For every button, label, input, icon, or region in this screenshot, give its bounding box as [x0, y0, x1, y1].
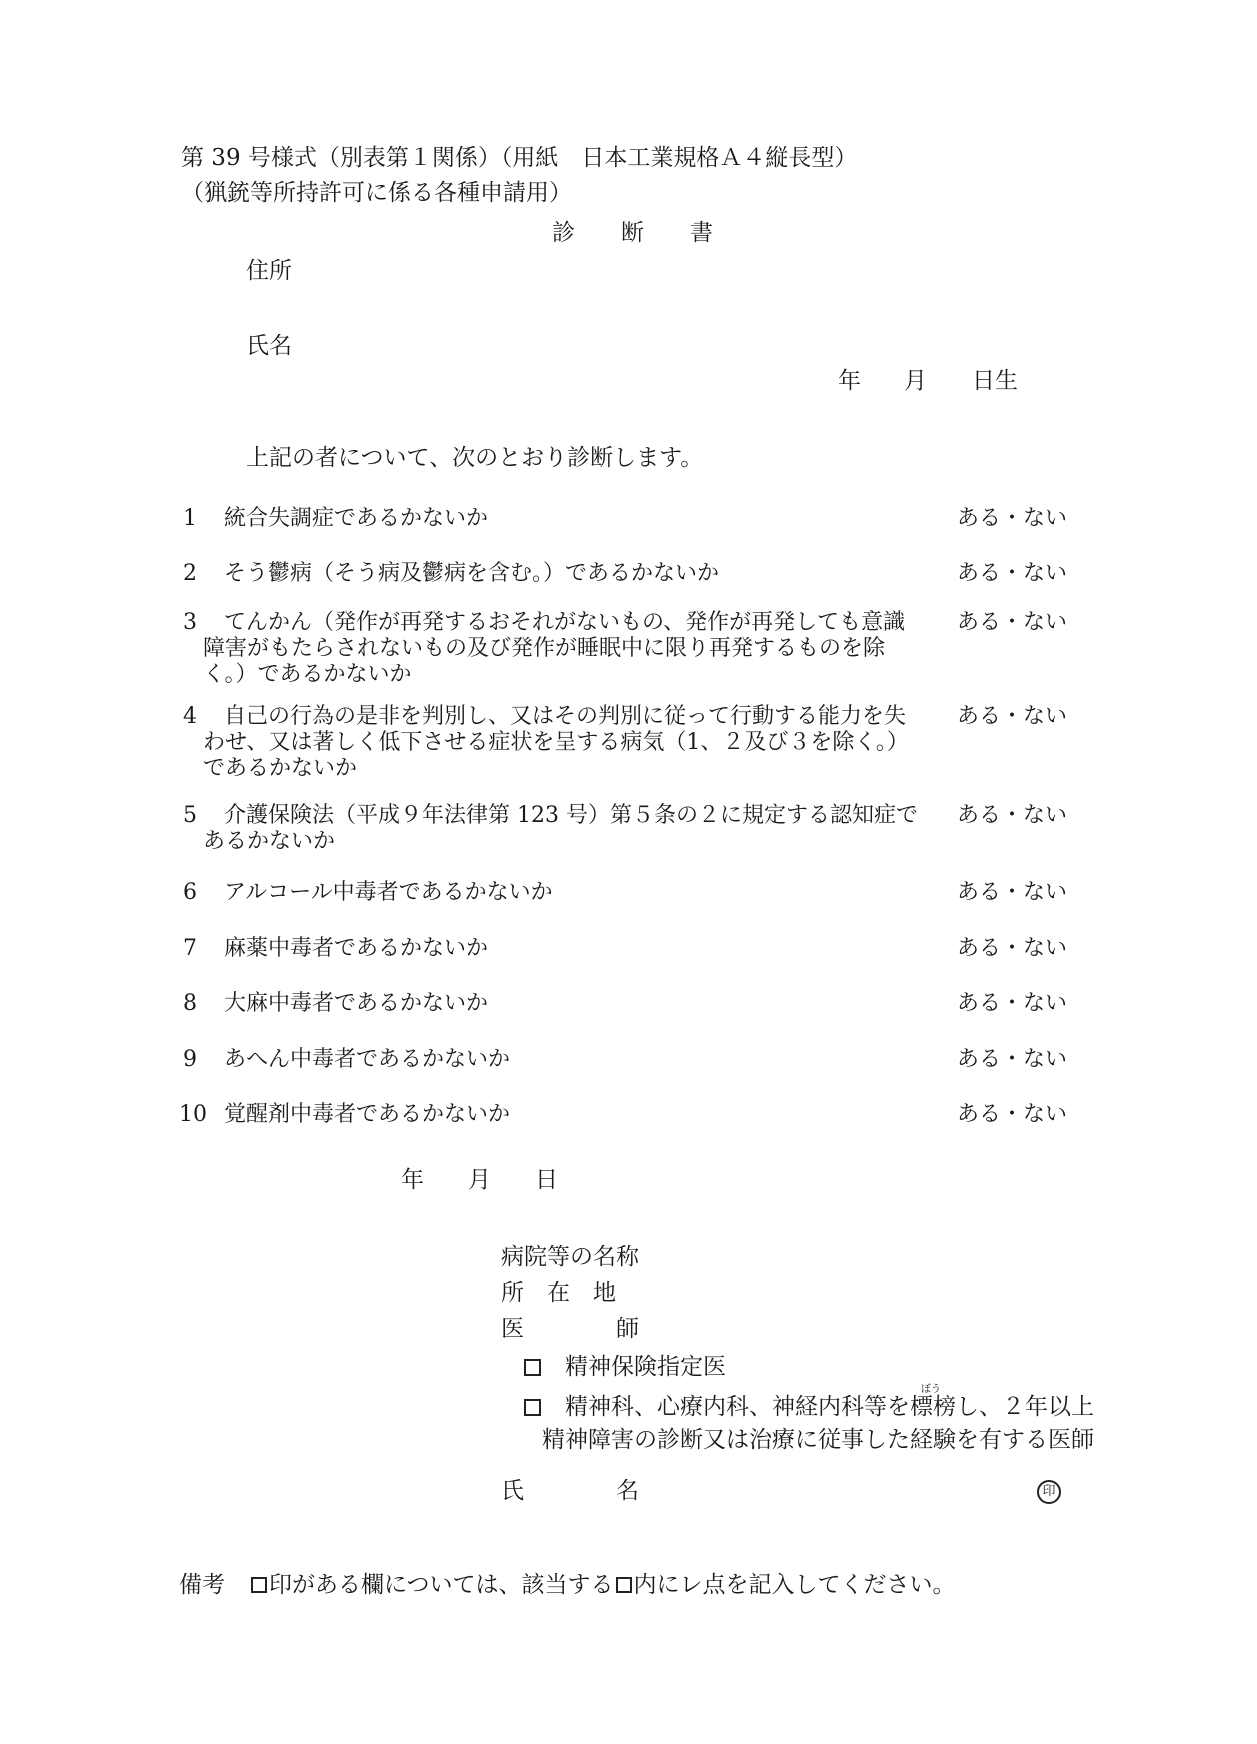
date-day-label: 日	[535, 1167, 558, 1193]
remarks-text-1: 印がある欄については、該当する	[269, 1572, 614, 1598]
question-number: 3	[183, 610, 197, 635]
answer-choice[interactable]: ある・ない	[957, 561, 1068, 586]
answer-choice[interactable]: ある・ない	[957, 506, 1068, 531]
ruby-annotation: ぼう	[921, 1384, 941, 1395]
answer-choice[interactable]: ある・ない	[957, 991, 1068, 1016]
answer-choice[interactable]: ある・ない	[957, 704, 1068, 729]
remarks-text-2: 内にレ点を記入してください。	[633, 1572, 956, 1598]
form-number-line: 第 39 号様式（別表第１関係）（用紙 日本工業規格Ａ４縦長型）	[181, 145, 858, 171]
designated-psychiatrist-label: 精神保険指定医	[565, 1354, 726, 1380]
birth-month-label: 月	[904, 368, 927, 394]
answer-choice[interactable]: ある・ない	[957, 610, 1068, 635]
answer-choice[interactable]: ある・ない	[957, 803, 1068, 828]
doctor-label: 医 師	[501, 1316, 639, 1342]
intro-text: 上記の者について、次のとおり診断します。	[246, 445, 704, 471]
experienced-doctor-checkbox[interactable]	[524, 1399, 541, 1416]
birth-day-label: 日生	[972, 368, 1018, 394]
question-text: 統合失調症であるかないか	[224, 506, 489, 531]
designated-psychiatrist-checkbox[interactable]	[524, 1359, 541, 1376]
question-text: そう鬱病（そう病及鬱病を含む。）であるかないか	[224, 561, 720, 586]
question-number: 9	[183, 1047, 197, 1072]
question-number: 10	[179, 1102, 207, 1127]
location-label: 所 在 地	[501, 1280, 616, 1306]
birth-year-label: 年	[838, 368, 861, 394]
question-number: 6	[183, 880, 197, 905]
question-number: 4	[183, 704, 197, 729]
question-text: 麻薬中毒者であるかないか	[224, 936, 489, 961]
purpose-line: （猟銃等所持許可に係る各種申請用）	[181, 180, 572, 206]
answer-choice[interactable]: ある・ない	[957, 880, 1068, 905]
name-label: 氏名	[246, 333, 292, 359]
answer-choice[interactable]: ある・ない	[957, 1047, 1068, 1072]
question-number: 1	[183, 506, 197, 531]
question-number: 5	[183, 803, 197, 828]
doctor-name-label: 氏 名	[501, 1478, 639, 1504]
experienced-doctor-label-line2: 精神障害の診断又は治療に従事した経験を有する医師	[542, 1427, 1094, 1453]
question-number: 8	[183, 991, 197, 1016]
remarks-label: 備考	[179, 1572, 225, 1598]
document-title: 診 断 書	[552, 220, 713, 246]
date-month-label: 月	[468, 1167, 491, 1193]
question-text: アルコール中毒者であるかないか	[224, 880, 553, 905]
question-text: あへん中毒者であるかないか	[224, 1047, 511, 1072]
date-year-label: 年	[401, 1167, 424, 1193]
question-number: 7	[183, 936, 197, 961]
question-number: 2	[183, 561, 197, 586]
seal-mark: 印	[1037, 1480, 1061, 1504]
remarks-line	[179, 1570, 956, 1600]
hospital-name-label: 病院等の名称	[501, 1244, 639, 1270]
answer-choice[interactable]: ある・ない	[957, 1102, 1068, 1127]
question-text: てんかん（発作が再発するおそれがないもの、発作が再発しても意識 障害がもたらされないもの及び発作が睡眠中に限り再発するものを除 く。）であるかないか	[203, 610, 906, 687]
question-text: 覚醒剤中毒者であるかないか	[224, 1102, 511, 1127]
address-label: 住所	[246, 258, 292, 284]
experienced-doctor-label-line1: 精神科、心療内科、神経内科等を標榜し、２年以上	[565, 1394, 1094, 1420]
question-text: 介護保険法（平成９年法律第 123 号）第５条の２に規定する認知症で あるかないか	[203, 803, 918, 854]
question-text: 大麻中毒者であるかないか	[224, 991, 489, 1016]
checkbox-symbol	[251, 1577, 267, 1593]
checkbox-symbol	[616, 1577, 632, 1593]
question-text: 自己の行為の是非を判別し、又はその判別に従って行動する能力を失 わせ、又は著しく低下させる症状を呈する病気（1、２及び３を除く。） であるかないか	[203, 704, 909, 781]
answer-choice[interactable]: ある・ない	[957, 936, 1068, 961]
